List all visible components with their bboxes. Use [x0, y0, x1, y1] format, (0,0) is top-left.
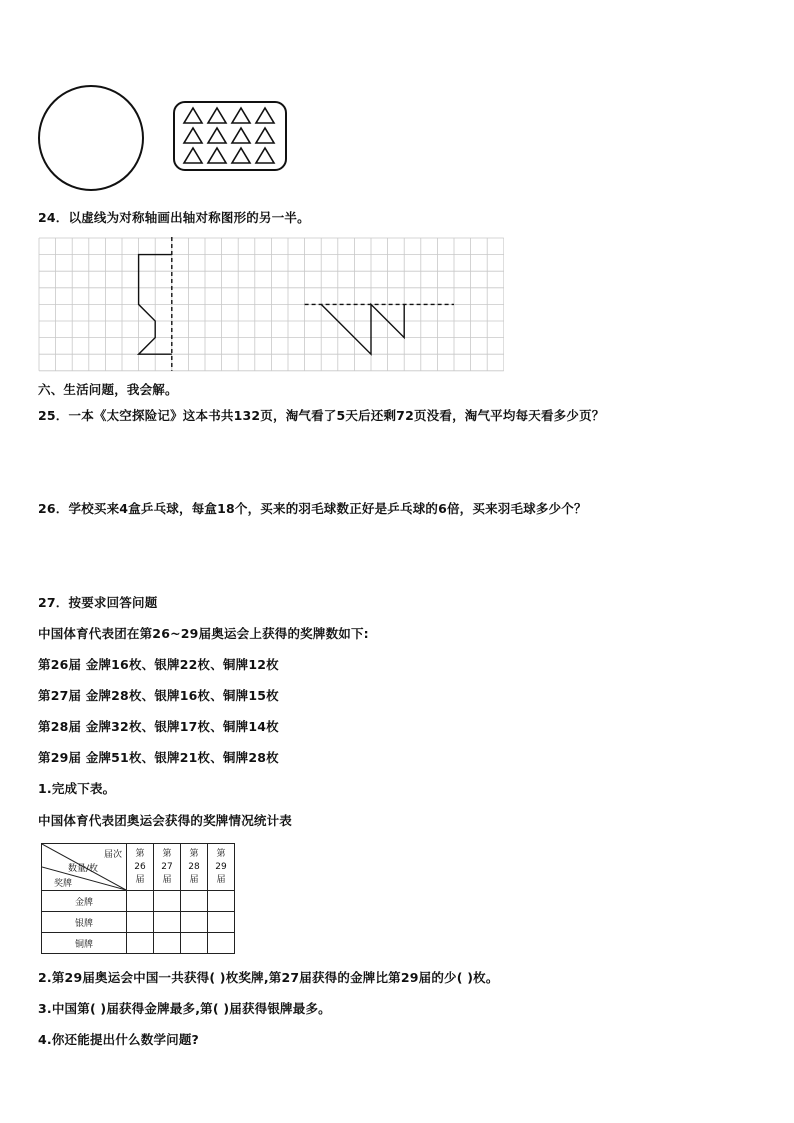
medal-line-26: 第26届 金牌16枚、银牌22枚、铜牌12枚	[38, 657, 279, 672]
triangle-icon	[232, 128, 250, 143]
corner-label-medal: 奖牌	[54, 879, 73, 889]
circle-figure	[36, 84, 148, 194]
answer-cell[interactable]	[208, 912, 235, 933]
column-header-27: 第 27 届	[154, 844, 181, 891]
triangle-icon	[208, 148, 226, 163]
answer-cell[interactable]	[127, 933, 154, 954]
table-row	[42, 933, 235, 954]
question-25: 25．一本《太空探险记》这本书共132页，淘气看了5天后还剩72页没看，淘气平均每天看多少页？	[38, 408, 605, 423]
triangle-icon	[184, 148, 202, 163]
section-heading-6: 六、生活问题，我会解。	[38, 382, 178, 397]
table-title: 中国体育代表团奥运会获得的奖牌情况统计表	[38, 813, 293, 828]
question-27: 27．按要求回答问题	[38, 595, 158, 610]
triangle-icon	[184, 128, 202, 143]
row-label-gold: 金牌	[42, 891, 127, 912]
column-header-26: 第 26 届	[127, 844, 154, 891]
answer-cell[interactable]	[181, 912, 208, 933]
table-row	[42, 912, 235, 933]
triangle-icon	[208, 108, 226, 123]
triangle-icon	[256, 128, 274, 143]
triangle-icon	[184, 108, 202, 123]
triangle-icon	[256, 108, 274, 123]
answer-cell[interactable]	[208, 933, 235, 954]
triangle-box-figure	[172, 100, 290, 174]
medal-line-28: 第28届 金牌32枚、银牌17枚、铜牌14枚	[38, 719, 279, 734]
subquestion-4: 4.你还能提出什么数学问题?	[38, 1032, 199, 1047]
question-26: 26．学校买来4盒乒乓球，每盒18个，买来的羽毛球数正好是乒乓球的6倍，买来羽毛球多少个？	[38, 501, 587, 516]
corner-label-quantity: 数量/枚	[68, 864, 99, 874]
medal-line-27: 第27届 金牌28枚、银牌16枚、铜牌15枚	[38, 688, 279, 703]
answer-cell[interactable]	[127, 891, 154, 912]
subquestion-2: 2.第29届奥运会中国一共获得( )枚奖牌,第27届获得的金牌比第29届的少( )枚。	[38, 970, 499, 985]
answer-cell[interactable]	[208, 891, 235, 912]
symmetry-grid[interactable]	[38, 237, 504, 373]
column-header-29: 第 29 届	[208, 844, 235, 891]
subquestion-3: 3.中国第( )届获得金牌最多,第( )届获得银牌最多。	[38, 1001, 331, 1016]
column-header-28: 第 28 届	[181, 844, 208, 891]
right-half-figure	[321, 304, 404, 354]
table-corner-header	[42, 844, 127, 891]
subquestion-1: 1.完成下表。	[38, 781, 116, 796]
question-27-intro: 中国体育代表团在第26~29届奥运会上获得的奖牌数如下:	[38, 626, 369, 641]
row-label-silver: 银牌	[42, 912, 127, 933]
answer-cell[interactable]	[154, 912, 181, 933]
table-row	[42, 891, 235, 912]
medal-table	[41, 843, 235, 954]
corner-label-session: 届次	[104, 850, 123, 860]
answer-cell[interactable]	[181, 933, 208, 954]
medal-line-29: 第29届 金牌51枚、银牌21枚、铜牌28枚	[38, 750, 279, 765]
answer-cell[interactable]	[154, 933, 181, 954]
answer-cell[interactable]	[181, 891, 208, 912]
question-24: 24．以虚线为对称轴画出轴对称图形的另一半。	[38, 210, 310, 225]
answer-cell[interactable]	[154, 891, 181, 912]
triangle-icon	[232, 108, 250, 123]
answer-cell[interactable]	[127, 912, 154, 933]
row-label-bronze: 铜牌	[42, 933, 127, 954]
triangle-icon	[256, 148, 274, 163]
triangle-icon	[208, 128, 226, 143]
triangle-icon	[232, 148, 250, 163]
